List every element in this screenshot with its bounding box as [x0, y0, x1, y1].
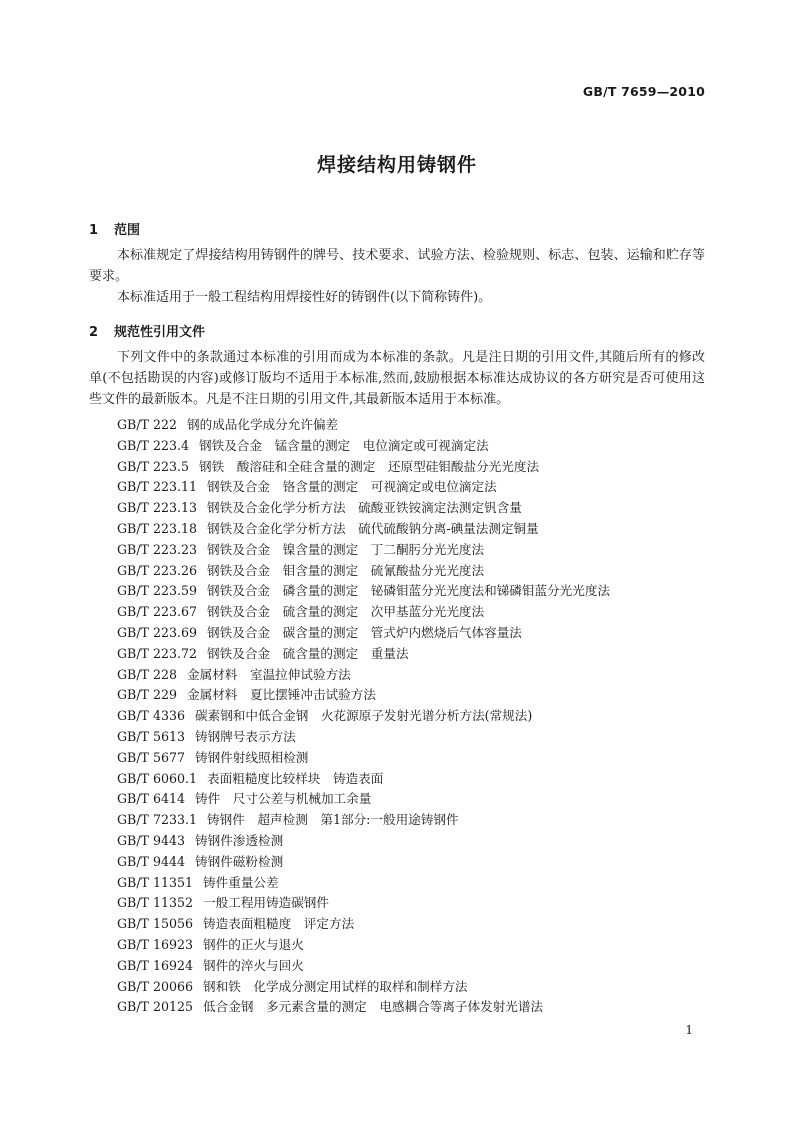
reference-item: [117, 748, 610, 769]
reference-code: GB/T 5613: [117, 728, 186, 744]
section-number: 2: [89, 325, 99, 340]
reference-code: GB/T 16923: [117, 936, 194, 952]
reference-item: [117, 685, 610, 706]
reference-title: 钢铁 酸溶硅和全硅含量的测定 还原型硅钼酸盐分光光度法: [199, 458, 540, 474]
reference-item: [117, 831, 610, 852]
reference-title: 铸造表面粗糙度 评定方法: [203, 916, 355, 932]
references-intro-paragraph: 下列文件中的条款通过本标准的引用而成为本标准的条款。凡是注日期的引用文件,其随后所有的修改单(不包括勘误的内容)或修订版均不适用于本标准,然而,鼓励根据本标准达成协议的各方研究是否可使用这些文件的最新版本。凡是不注日期的引用文件,其最新版本适用于本标准。: [89, 350, 705, 407]
section-number: 1: [89, 223, 99, 238]
reference-item: [117, 727, 610, 748]
reference-title: 钢件的淬火与回火: [203, 957, 304, 973]
reference-title: 金属材料 室温拉伸试验方法: [187, 666, 351, 682]
reference-code: GB/T 6060.1: [117, 770, 198, 786]
reference-title: 铸件 尺寸公差与机械加工余量: [195, 791, 372, 807]
reference-title: 一般工程用铸造碳钢件: [203, 895, 329, 911]
reference-title: 钢铁及合金 镍含量的测定 丁二酮肟分光光度法: [207, 541, 485, 557]
reference-item: [117, 477, 610, 498]
reference-title: 碳素钢和中低合金钢 火花源原子发射光谱分析方法(常规法): [195, 708, 533, 724]
reference-code: GB/T 16924: [117, 957, 194, 973]
reference-title: 钢铁及合金 锰含量的测定 电位滴定或可视滴定法: [199, 437, 489, 453]
reference-code: GB/T 223.59: [117, 583, 198, 599]
reference-title: 铸钢件渗透检测: [195, 832, 284, 848]
reference-item: [117, 665, 610, 686]
reference-code: GB/T 4336: [117, 708, 186, 724]
scope-paragraph: 本标准适用于一般工程结构用焊接性好的铸钢件(以下简称铸件)。: [117, 290, 492, 305]
reference-code: GB/T 6414: [117, 791, 186, 807]
reference-code: GB/T 11352: [117, 895, 194, 911]
reference-code: GB/T 9443: [117, 832, 186, 848]
reference-code: GB/T 223.72: [117, 645, 198, 661]
reference-code: GB/T 223.11: [117, 479, 198, 495]
reference-code: GB/T 223.4: [117, 437, 190, 453]
reference-title: 钢铁及合金化学分析方法 硫代硫酸钠分离-碘量法测定铜量: [207, 520, 539, 536]
scope-paragraph: 本标准规定了焊接结构用铸钢件的牌号、技术要求、试验方法、检验规则、标志、包装、运输和贮存等要求。: [89, 248, 705, 284]
reference-code: GB/T 223.13: [117, 500, 198, 516]
reference-code: GB/T 20125: [117, 999, 194, 1015]
reference-title: 钢铁及合金 铬含量的测定 可视滴定或电位滴定法: [207, 479, 497, 495]
document-title: 焊接结构用铸钢件: [316, 154, 477, 176]
reference-title: 钢铁及合金 硫含量的测定 次甲基蓝分光光度法: [207, 604, 485, 620]
reference-code: GB/T 222: [117, 417, 177, 432]
reference-item: [117, 602, 610, 623]
reference-item: [117, 935, 610, 956]
reference-item: [117, 561, 610, 582]
reference-code: GB/T 223.26: [117, 562, 198, 578]
reference-code: GB/T 15056: [117, 916, 194, 932]
section-title: 范围: [114, 223, 141, 238]
reference-item: [117, 769, 610, 790]
reference-list: [117, 415, 610, 1018]
reference-item: [117, 873, 610, 894]
section-heading-scope: [89, 219, 140, 238]
reference-code: GB/T 223.23: [117, 541, 198, 557]
reference-item: [117, 977, 610, 998]
reference-item: [117, 914, 610, 935]
reference-code: GB/T 223.69: [117, 624, 198, 640]
reference-title: 低合金钢 多元素含量的测定 电感耦合等离子体发射光谱法: [203, 999, 544, 1015]
reference-code: GB/T 9444: [117, 853, 186, 869]
reference-title: 金属材料 夏比摆锤冲击试验方法: [187, 687, 376, 703]
reference-item: [117, 498, 610, 519]
reference-item: [117, 581, 610, 602]
reference-title: 钢铁及合金 磷含量的测定 铋磷钼蓝分光光度法和锑磷钼蓝分光光度法: [207, 583, 611, 599]
reference-code: GB/T 11351: [117, 874, 194, 890]
reference-title: 钢铁及合金 钼含量的测定 硫氰酸盐分光光度法: [207, 562, 485, 578]
reference-code: GB/T 7233.1: [117, 812, 198, 828]
reference-code: GB/T 5677: [117, 749, 186, 765]
reference-code: GB/T 228: [117, 666, 177, 682]
reference-item: [117, 623, 610, 644]
reference-code: GB/T 223.18: [117, 520, 198, 536]
reference-item: [117, 644, 610, 665]
reference-title: 铸钢件磁粉检测: [195, 853, 284, 869]
reference-item: [117, 956, 610, 977]
reference-item: [117, 519, 610, 540]
reference-item: [117, 706, 610, 727]
reference-code: GB/T 223.67: [117, 604, 198, 620]
reference-title: 表面粗糙度比较样块 铸造表面: [207, 770, 384, 786]
reference-title: 铸钢件射线照相检测: [195, 749, 309, 765]
section-title: 规范性引用文件: [114, 325, 206, 340]
reference-item: [117, 415, 610, 436]
reference-code: GB/T 229: [117, 687, 177, 703]
reference-item: [117, 457, 610, 478]
reference-title: 钢件的正火与退火: [203, 936, 304, 952]
reference-title: 钢铁及合金 硫含量的测定 重量法: [207, 645, 409, 661]
reference-title: 钢和铁 化学成分测定用试样的取样和制样方法: [203, 978, 468, 994]
reference-title: 钢铁及合金化学分析方法 硫酸亚铁铵滴定法测定钒含量: [207, 500, 522, 516]
reference-item: [117, 810, 610, 831]
reference-item: [117, 789, 610, 810]
reference-item: [117, 997, 610, 1018]
reference-item: [117, 893, 610, 914]
reference-item: [117, 540, 610, 561]
section-heading-normative-references: [89, 321, 205, 340]
reference-title: 钢铁及合金 碳含量的测定 管式炉内燃烧后气体容量法: [207, 624, 522, 640]
reference-code: GB/T 20066: [117, 978, 194, 994]
reference-code: GB/T 223.5: [117, 458, 190, 474]
reference-item: [117, 852, 610, 873]
reference-title: 铸钢牌号表示方法: [195, 728, 296, 744]
reference-title: 钢的成品化学成分允许偏差: [187, 417, 339, 432]
reference-item: [117, 436, 610, 457]
standard-code: GB/T 7659—2010: [582, 84, 705, 99]
page-number: 1: [685, 1023, 693, 1037]
reference-title: 铸件重量公差: [203, 874, 279, 890]
reference-title: 铸钢件 超声检测 第1部分:一般用途铸钢件: [207, 812, 459, 828]
